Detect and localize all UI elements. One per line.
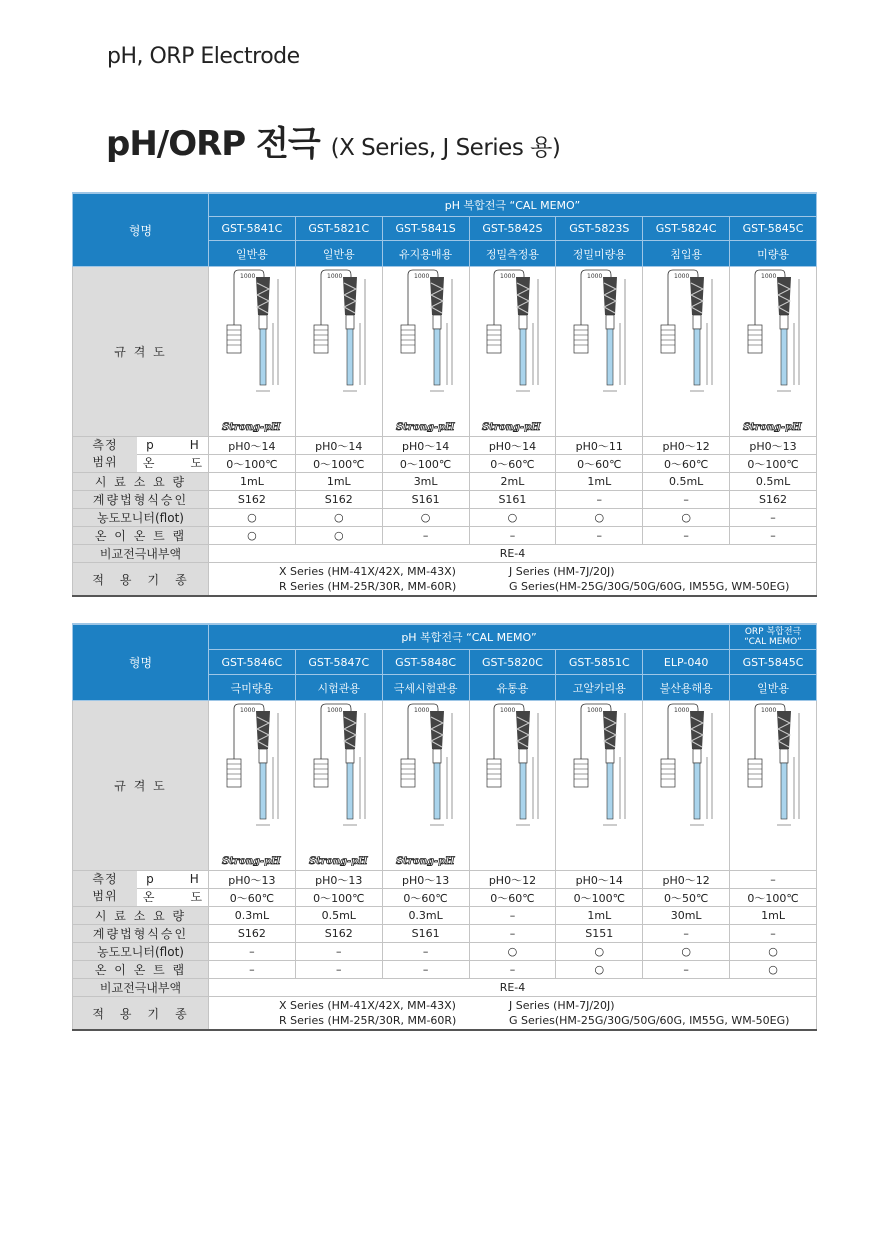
- title-main: pH/ORP 전극: [106, 124, 320, 164]
- group-label: pH 복합전극 “CAL MEMO”: [209, 624, 730, 650]
- monitor-cell: –: [730, 509, 817, 527]
- lamp-cell: –: [730, 527, 817, 545]
- electrode-drawing: [643, 267, 729, 420]
- use-cell: 유지용매용: [382, 241, 469, 267]
- svg-text:1000: 1000: [500, 707, 516, 714]
- approval-row: [73, 491, 817, 509]
- monitor-cell: ○: [730, 943, 817, 961]
- lamp-cell: ○: [730, 961, 817, 979]
- electrode-diagram: [209, 267, 296, 437]
- group-label: pH 복합전극 “CAL MEMO”: [209, 193, 817, 217]
- lamp-cell: –: [469, 527, 556, 545]
- lamp-cell: –: [643, 961, 730, 979]
- model-cell: GST-5823S: [556, 217, 643, 241]
- model-cell: GST-5845C: [730, 217, 817, 241]
- svg-text:Strong-pH: Strong-pH: [395, 422, 455, 432]
- approval-label: 계량법형식승인: [73, 491, 209, 509]
- temp-label: 온 도: [137, 889, 208, 906]
- ph-cell: pH0～12: [643, 871, 730, 889]
- approval-label: 계량법형식승인: [73, 925, 209, 943]
- electrode-drawing: [643, 701, 729, 854]
- lamp-cell: –: [295, 961, 382, 979]
- sample-row: [73, 907, 817, 925]
- spec-table-1: [72, 192, 817, 597]
- temp-cell: 0～50℃: [643, 889, 730, 907]
- ph-cell: pH0～11: [556, 437, 643, 455]
- monitor-cell: ○: [209, 509, 296, 527]
- approval-cell: –: [643, 925, 730, 943]
- monitor-label: 농도모니터(flot): [73, 509, 209, 527]
- apply-label: 적 용 기 종: [73, 563, 209, 597]
- range-label-1: 측정: [92, 438, 118, 452]
- approval-cell: S162: [295, 491, 382, 509]
- electrode-diagram: [556, 701, 643, 871]
- electrode-drawing: [209, 267, 295, 420]
- spec-label: 규 격 도: [73, 701, 209, 871]
- use-cell: 불산용해용: [643, 675, 730, 701]
- model-cell: GST-5821C: [295, 217, 382, 241]
- apply-line2-a: R Series (HM-25R/30R, MM-60R): [279, 1014, 457, 1027]
- strong-ph-logo: [730, 420, 816, 432]
- page-title: [106, 116, 560, 165]
- orp-group-label: [730, 624, 817, 650]
- temp-label: 온 도: [137, 455, 208, 472]
- lamp-cell: –: [469, 961, 556, 979]
- electrode-drawing: [383, 267, 469, 420]
- ph-cell: pH0～14: [209, 437, 296, 455]
- electrode-diagram: [382, 267, 469, 437]
- strong-ph-logo: [209, 420, 295, 432]
- monitor-cell: –: [295, 943, 382, 961]
- sample-cell: 0.3mL: [382, 907, 469, 925]
- electrode-diagram: [730, 701, 817, 871]
- temp-cell: 0～100℃: [556, 889, 643, 907]
- svg-text:Strong-pH: Strong-pH: [395, 856, 455, 866]
- electrode-diagram: [209, 701, 296, 871]
- ph-cell: pH0～12: [643, 437, 730, 455]
- sample-cell: 1mL: [556, 907, 643, 925]
- use-cell: 일반용: [209, 241, 296, 267]
- ref-label: 비교전극내부액: [73, 545, 209, 563]
- lamp-cell: ○: [295, 527, 382, 545]
- apply-line2-a: R Series (HM-25R/30R, MM-60R): [279, 580, 457, 593]
- model-cell: GST-5820C: [469, 650, 556, 675]
- approval-cell: S161: [382, 491, 469, 509]
- ph-cell: pH0～14: [295, 437, 382, 455]
- monitor-label: 농도모니터(flot): [73, 943, 209, 961]
- monitor-cell: ○: [469, 943, 556, 961]
- ph-cell: pH0～14: [556, 871, 643, 889]
- apply-row: [73, 563, 817, 597]
- electrode-drawing: [470, 267, 556, 420]
- type-label: 형명: [73, 624, 209, 701]
- use-cell: 일반용: [730, 675, 817, 701]
- use-cell: 시험관용: [295, 675, 382, 701]
- page-subtitle: pH, ORP Electrode: [107, 44, 300, 69]
- ref-label: 비교전극내부액: [73, 979, 209, 997]
- approval-cell: –: [469, 925, 556, 943]
- electrode-drawing: [383, 701, 469, 854]
- ph-cell: pH0～14: [469, 437, 556, 455]
- apply-row: [73, 997, 817, 1031]
- strong-ph-logo: [470, 420, 556, 432]
- ref-value: RE-4: [209, 545, 817, 563]
- svg-text:1000: 1000: [587, 707, 603, 714]
- monitor-cell: –: [209, 943, 296, 961]
- model-cell: GST-5841S: [382, 217, 469, 241]
- electrode-drawing: [296, 701, 382, 854]
- temp-cell: 0～60℃: [382, 889, 469, 907]
- sample-label: 시 료 소 요 량: [73, 907, 209, 925]
- svg-text:1000: 1000: [239, 273, 256, 280]
- apply-line2-b: G Series(HM-25G/30G/50G/60G, IM55G, WM-50EG): [509, 1014, 790, 1027]
- svg-text:1000: 1000: [413, 273, 429, 280]
- apply-line1-b: J Series (HM-7J/20J): [509, 999, 615, 1012]
- svg-text:1000: 1000: [587, 273, 603, 280]
- ref-value: RE-4: [209, 979, 817, 997]
- spec-label: 규 격 도: [73, 267, 209, 437]
- use-cell: 침입용: [643, 241, 730, 267]
- svg-text:Strong-pH: Strong-pH: [308, 856, 368, 866]
- model-cell: GST-5846C: [209, 650, 296, 675]
- ph-row: [73, 871, 817, 889]
- monitor-cell: ○: [643, 943, 730, 961]
- electrode-drawing: [470, 701, 556, 854]
- sample-cell: –: [469, 907, 556, 925]
- ph-cell: pH0～13: [209, 871, 296, 889]
- monitor-cell: ○: [295, 509, 382, 527]
- apply-line1-a: X Series (HM-41X/42X, MM-43X): [279, 565, 456, 578]
- approval-cell: S162: [209, 925, 296, 943]
- temp-cell: 0～100℃: [382, 455, 469, 473]
- model-cell: GST-5824C: [643, 217, 730, 241]
- ph-cell: –: [730, 871, 817, 889]
- approval-cell: S162: [295, 925, 382, 943]
- svg-text:1000: 1000: [500, 273, 516, 280]
- monitor-cell: ○: [469, 509, 556, 527]
- use-cell: 고알카리용: [556, 675, 643, 701]
- apply-line2-b: G Series(HM-25G/30G/50G/60G, IM55G, WM-50EG): [509, 580, 790, 593]
- use-cell: 유통용: [469, 675, 556, 701]
- lamp-cell: ○: [556, 961, 643, 979]
- lamp-cell: ○: [209, 527, 296, 545]
- apply-models: [209, 563, 817, 597]
- spec-table-2: [72, 623, 817, 1031]
- range-label-1: 측정: [92, 872, 118, 886]
- apply-line1-b: J Series (HM-7J/20J): [509, 565, 615, 578]
- electrode-drawing: [296, 267, 382, 420]
- svg-text:1000: 1000: [413, 707, 429, 714]
- ph-label: p H: [137, 871, 208, 889]
- use-cell: 정밀측정용: [469, 241, 556, 267]
- orp-label-2: “CAL MEMO”: [744, 637, 802, 647]
- strong-ph-logo: [296, 854, 382, 866]
- lamp-cell: –: [382, 527, 469, 545]
- svg-text:1000: 1000: [326, 707, 343, 714]
- temp-cell: 0～100℃: [295, 889, 382, 907]
- electrode-diagram: [295, 267, 382, 437]
- sample-cell: 0.5mL: [730, 473, 817, 491]
- monitor-cell: ○: [643, 509, 730, 527]
- temp-cell: 0～60℃: [209, 889, 296, 907]
- model-cell: GST-5842S: [469, 217, 556, 241]
- svg-text:1000: 1000: [326, 273, 343, 280]
- ref-row: [73, 545, 817, 563]
- temp-cell: 0～60℃: [643, 455, 730, 473]
- approval-cell: S161: [382, 925, 469, 943]
- apply-line1-a: X Series (HM-41X/42X, MM-43X): [279, 999, 456, 1012]
- apply-models: [209, 997, 817, 1031]
- temp-cell: 0～100℃: [730, 455, 817, 473]
- approval-cell: S162: [730, 491, 817, 509]
- ph-cell: pH0～13: [382, 871, 469, 889]
- lamp-cell: –: [382, 961, 469, 979]
- sample-cell: 1mL: [209, 473, 296, 491]
- diagram-row: [73, 267, 817, 437]
- ph-label: p H: [137, 437, 208, 455]
- range-label: [73, 871, 209, 907]
- lamp-row: [73, 961, 817, 979]
- monitor-cell: ○: [556, 943, 643, 961]
- svg-text:1000: 1000: [761, 707, 777, 714]
- monitor-cell: ○: [382, 509, 469, 527]
- electrode-diagram: [643, 267, 730, 437]
- range-label: [73, 437, 209, 473]
- svg-text:Strong-pH: Strong-pH: [743, 422, 802, 432]
- sample-cell: 0.3mL: [209, 907, 296, 925]
- approval-cell: –: [643, 491, 730, 509]
- model-cell: GST-5847C: [295, 650, 382, 675]
- sample-row: [73, 473, 817, 491]
- electrode-drawing: [556, 267, 642, 420]
- approval-cell: S162: [209, 491, 296, 509]
- electrode-diagram: [643, 701, 730, 871]
- sample-cell: 1mL: [730, 907, 817, 925]
- ph-cell: pH0～14: [382, 437, 469, 455]
- monitor-row: [73, 943, 817, 961]
- electrode-diagram: [469, 701, 556, 871]
- temp-cell: 0～60℃: [469, 455, 556, 473]
- model-cell: GST-5845C: [730, 650, 817, 675]
- temp-cell: 0～60℃: [469, 889, 556, 907]
- sample-cell: 2mL: [469, 473, 556, 491]
- title-sub: (X Series, J Series 용): [330, 135, 561, 161]
- electrode-diagram: [469, 267, 556, 437]
- orp-label-1: ORP 복합전극: [744, 627, 802, 637]
- svg-text:Strong-pH: Strong-pH: [221, 422, 281, 432]
- model-cell: GST-5848C: [382, 650, 469, 675]
- type-label: 형명: [73, 193, 209, 267]
- ph-cell: pH0～12: [469, 871, 556, 889]
- lamp-cell: –: [209, 961, 296, 979]
- ph-cell: pH0～13: [295, 871, 382, 889]
- use-cell: 극미량용: [209, 675, 296, 701]
- electrode-diagram: [295, 701, 382, 871]
- ref-row: [73, 979, 817, 997]
- electrode-drawing: [730, 701, 816, 854]
- approval-cell: –: [730, 925, 817, 943]
- electrode-drawing: [209, 701, 295, 854]
- sample-cell: 0.5mL: [643, 473, 730, 491]
- model-cell: GST-5851C: [556, 650, 643, 675]
- range-label-2: 범위: [92, 455, 118, 469]
- apply-label: 적 용 기 종: [73, 997, 209, 1031]
- use-cell: 정밀미량용: [556, 241, 643, 267]
- range-label-2: 범위: [92, 889, 118, 903]
- ph-row: [73, 437, 817, 455]
- sample-cell: 1mL: [295, 473, 382, 491]
- svg-text:1000: 1000: [674, 707, 690, 714]
- approval-cell: S161: [469, 491, 556, 509]
- temp-cell: 0～100℃: [295, 455, 382, 473]
- strong-ph-logo: [383, 420, 469, 432]
- lamp-cell: –: [643, 527, 730, 545]
- electrode-diagram: [382, 701, 469, 871]
- model-cell: ELP-040: [643, 650, 730, 675]
- monitor-cell: –: [382, 943, 469, 961]
- lamp-row: [73, 527, 817, 545]
- electrode-drawing: [730, 267, 816, 420]
- ph-cell: pH0～13: [730, 437, 817, 455]
- approval-row: [73, 925, 817, 943]
- sample-cell: 30mL: [643, 907, 730, 925]
- sample-cell: 3mL: [382, 473, 469, 491]
- temp-cell: 0～60℃: [556, 455, 643, 473]
- strong-ph-logo: [209, 854, 295, 866]
- svg-text:1000: 1000: [239, 707, 256, 714]
- approval-cell: S151: [556, 925, 643, 943]
- temp-cell: 0～100℃: [209, 455, 296, 473]
- lamp-label: 온 이 온 트 랩: [73, 961, 209, 979]
- monitor-cell: ○: [556, 509, 643, 527]
- svg-text:Strong-pH: Strong-pH: [221, 856, 281, 866]
- electrode-drawing: [556, 701, 642, 854]
- use-cell: 극세시험관용: [382, 675, 469, 701]
- lamp-cell: –: [556, 527, 643, 545]
- model-cell: GST-5841C: [209, 217, 296, 241]
- diagram-row: [73, 701, 817, 871]
- svg-text:1000: 1000: [761, 273, 777, 280]
- strong-ph-logo: [383, 854, 469, 866]
- sample-label: 시 료 소 요 량: [73, 473, 209, 491]
- svg-text:1000: 1000: [674, 273, 690, 280]
- temp-cell: 0～100℃: [730, 889, 817, 907]
- electrode-diagram: [556, 267, 643, 437]
- svg-text:Strong-pH: Strong-pH: [482, 422, 542, 432]
- electrode-diagram: [730, 267, 817, 437]
- sample-cell: 0.5mL: [295, 907, 382, 925]
- approval-cell: –: [556, 491, 643, 509]
- use-cell: 일반용: [295, 241, 382, 267]
- sample-cell: 1mL: [556, 473, 643, 491]
- monitor-row: [73, 509, 817, 527]
- lamp-label: 온 이 온 트 랩: [73, 527, 209, 545]
- use-cell: 미량용: [730, 241, 817, 267]
